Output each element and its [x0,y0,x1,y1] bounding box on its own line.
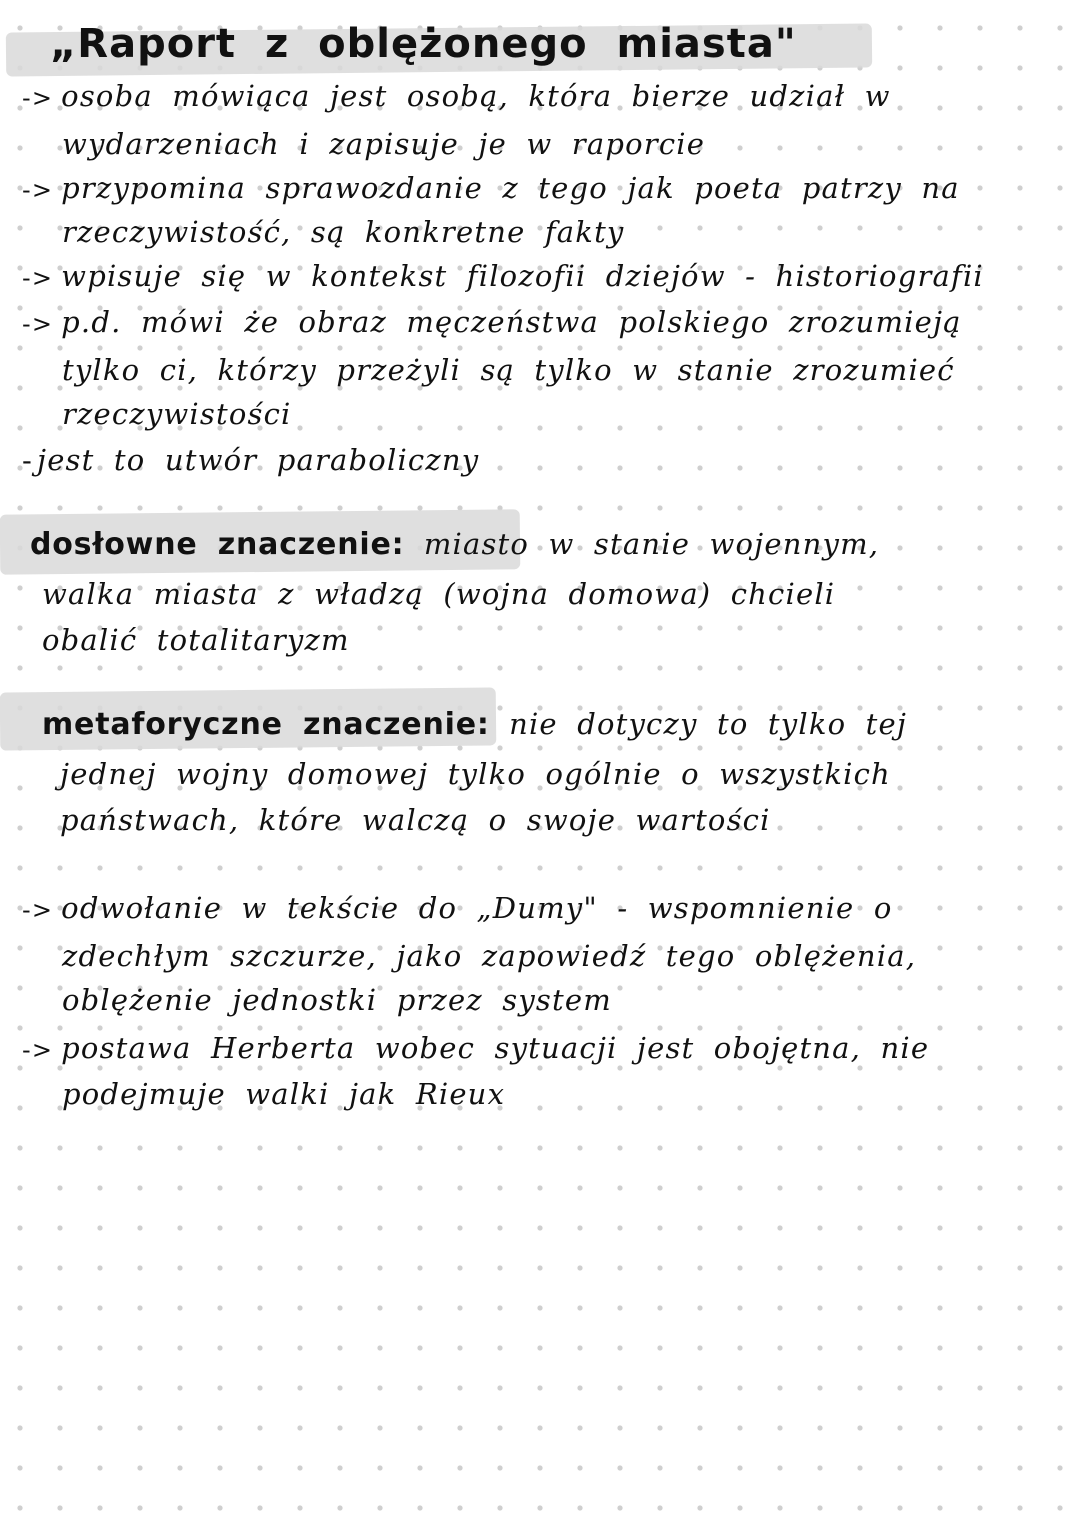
note-line [22,305,962,339]
note-line [62,397,292,431]
arrow-icon: -> [22,1036,54,1064]
note-line [62,353,955,387]
arrow-icon: -> [22,176,54,204]
page-title: „Raport z oblężonego miasta" [50,21,797,67]
note-text: odwołanie w tekście do „Dumy" - wspomnienie o [61,891,893,925]
arrow-icon: -> [22,264,54,292]
note-line [60,757,891,791]
note-line [30,527,880,562]
note-text: zdechłym szczurze, jako zapowiedź tego oblężenia, [62,939,917,973]
note-line [22,443,480,477]
note-text: rzeczywistość, są konkretne fakty [62,215,625,249]
note-text: nie dotyczy to tylko tej [509,707,908,741]
note-line [22,1031,930,1065]
section-heading: metaforyczne znaczenie: [42,707,490,742]
section-heading: dosłowne znaczenie: [30,527,405,562]
note-text: miasto w stanie wojennym, [423,527,880,561]
note-text: wpisuje się w kontekst filozofii dziejów - historiografii [61,259,984,293]
note-text: postawa Herberta wobec sytuacji jest obojętna, nie [61,1031,930,1065]
note-text: walka miasta z władzą (wojna domowa) chcieli [42,577,836,611]
note-line [42,707,908,742]
note-line [62,127,706,161]
note-text: osoba mówiąca jest osobą, która bierze udział w [61,79,891,113]
note-text: tylko ci, którzy przeżyli są tylko w stanie zrozumieć [62,353,955,387]
note-line [22,891,893,925]
note-line [22,259,984,293]
note-text: jest to utwór paraboliczny [37,443,480,477]
note-text: przypomina sprawozdanie z tego jak poeta patrzy na [61,171,960,205]
note-text: oblężenie jednostki przez system [62,983,612,1017]
dash-icon: - [22,443,33,477]
note-line [62,1077,506,1111]
note-text: wydarzeniach i zapisuje je w raporcie [62,127,706,161]
note-text: rzeczywistości [62,397,292,431]
note-line [60,803,771,837]
arrow-icon: -> [22,896,54,924]
note-line [62,215,625,249]
arrow-icon: -> [22,84,54,112]
note-line [22,171,960,205]
note-text: jednej wojny domowej tylko ogólnie o wszystkich [60,757,891,791]
note-line [42,623,350,657]
note-line [22,79,891,113]
note-line [62,983,612,1017]
note-text: podejmuje walki jak Rieux [62,1077,506,1111]
note-line [42,577,836,611]
note-text: państwach, które walczą o swoje wartości [60,803,771,837]
note-text: p.d. mówi że obraz męczeństwa polskiego zrozumieją [61,305,962,339]
note-text: obalić totalitaryzm [42,623,350,657]
note-line [62,939,917,973]
arrow-icon: -> [22,310,54,338]
